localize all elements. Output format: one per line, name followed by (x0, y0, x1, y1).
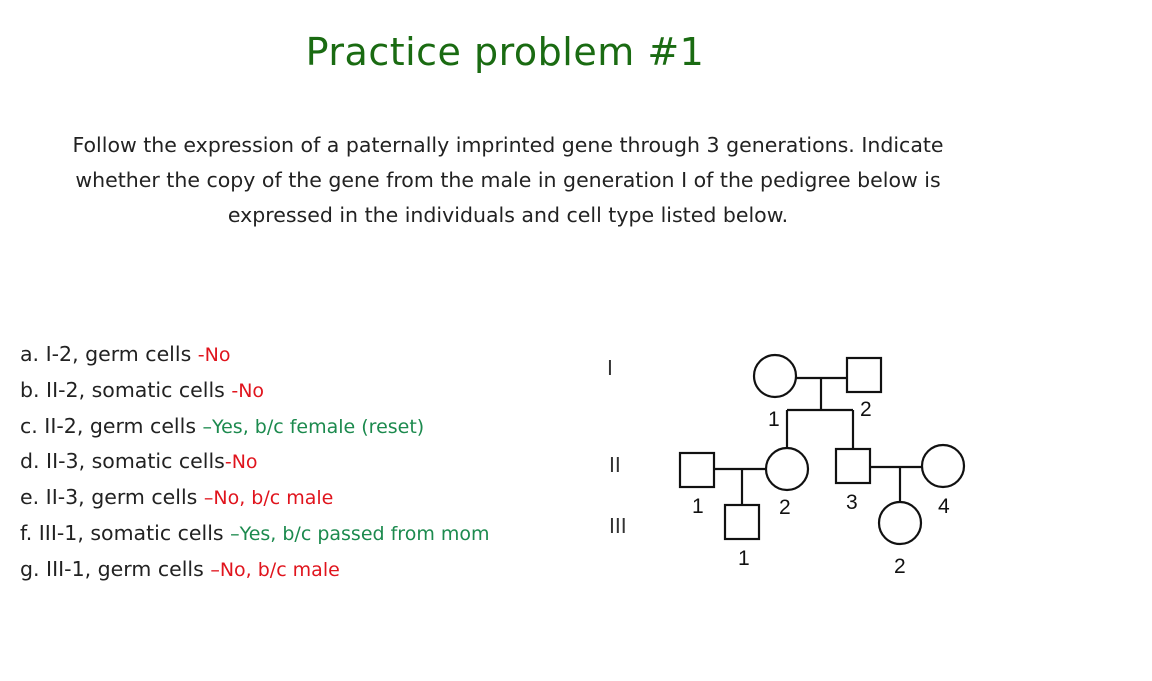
problem-line: expressed in the individuals and cell type listed below. (227, 203, 789, 227)
pedigree-female-ii-4 (922, 445, 964, 487)
problem-line: whether the copy of the gene from the male in generation I of the pedigree below is (75, 168, 941, 192)
pedigree-female-iii-2 (879, 502, 921, 544)
pedigree-number: 4 (938, 495, 950, 518)
answer-text: -No (197, 344, 231, 366)
pedigree-number: 1 (768, 408, 780, 431)
question-text: f. III-1, somatic cells (20, 520, 231, 545)
answer-text: –Yes, b/c passed from mom (230, 522, 490, 545)
answer-text: –No, b/c male (210, 558, 340, 581)
pedigree-male-ii-3 (836, 449, 870, 483)
question-text: d. II-3, somatic cells (20, 449, 225, 474)
pedigree-number: 1 (738, 547, 750, 570)
generation-label-ii: II (609, 453, 621, 477)
answer-text: -No (231, 379, 265, 402)
pedigree-number: 2 (779, 496, 791, 519)
pedigree-female-i-1 (754, 355, 796, 397)
question-text: a. I-2, germ cells (20, 342, 198, 366)
pedigree-number: 2 (894, 555, 906, 578)
pedigree-number: 1 (692, 495, 704, 518)
page-title: Practice problem #1 (305, 30, 705, 74)
answer-text: -No (224, 451, 258, 474)
question-text: b. II-2, somatic cells (20, 377, 232, 402)
answer-text: –No, b/c male (203, 487, 334, 510)
generation-label-i: I (607, 356, 613, 380)
generation-label-iii: III (609, 514, 627, 538)
pedigree-number: 3 (846, 491, 858, 514)
pedigree-male-iii-1 (725, 505, 759, 539)
pedigree-male-ii-1 (680, 453, 714, 487)
answer-text: –Yes, b/c female (reset) (202, 415, 425, 438)
pedigree-number: 2 (860, 398, 872, 421)
question-text: e. II-3, germ cells (20, 485, 204, 510)
question-text: g. III-1, germ cells (20, 556, 211, 581)
pedigree-male-i-2 (847, 358, 881, 392)
pedigree-female-ii-2 (766, 448, 808, 490)
problem-line: Follow the expression of a paternally imprinted gene through 3 generations. Indicate (72, 133, 944, 157)
question-text: c. II-2, germ cells (20, 413, 203, 438)
